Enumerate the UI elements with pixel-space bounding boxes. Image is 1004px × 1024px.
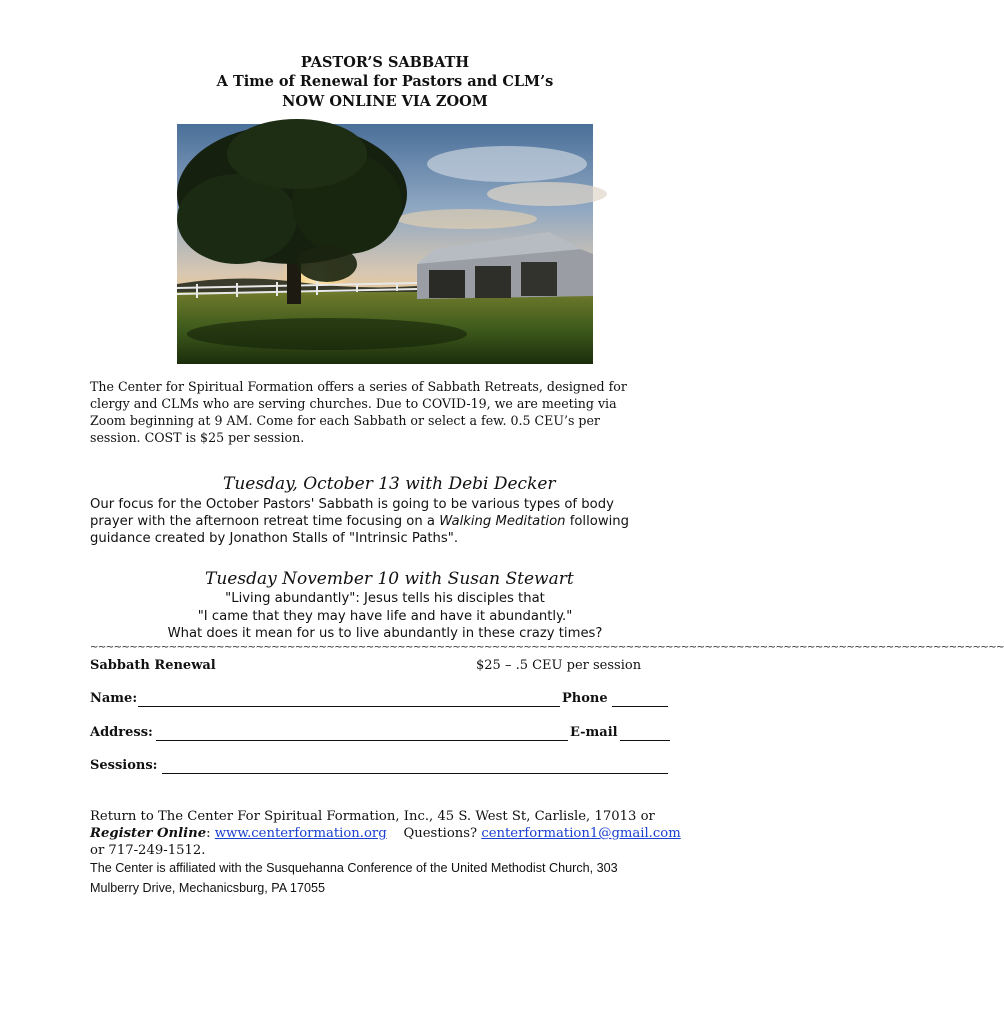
questions-label: Questions? — [403, 826, 478, 841]
intro-line: clergy and CLMs who are serving churches. Due to COVID-19, we are meeting via — [90, 396, 617, 411]
address-label: Address: — [90, 725, 153, 740]
tilde-divider: ~~~~~~~~~~~~~~~~~~~~~~~~~~~~~~~~~~~~~~~~~~~~~~~~~~~~~~~~~~~~~~~~~~~~~~~~~~~~~~~~~~~~~~~~~~~~~~~~~~~~~~~~~~~~~~~~~~~~ — [90, 642, 1004, 653]
intro-line: session. COST is $25 per session. — [90, 430, 305, 445]
email-link[interactable]: centerformation1@gmail.com — [481, 826, 681, 841]
affiliation-note — [90, 858, 700, 898]
event-october-line: guidance created by Jonathon Stalls of "Intrinsic Paths". — [90, 531, 459, 546]
event-october-text: following — [565, 514, 629, 529]
event-november-heading: Tuesday November 10 with Susan Stewart — [205, 569, 574, 589]
event-october-text: prayer with the afternoon retreat time focusing on a — [90, 514, 440, 529]
sunset-barn-photo — [177, 124, 593, 364]
register-online-label: Register Online — [90, 826, 207, 841]
affiliation-line: Mulberry Drive, Mechanicsburg, PA 17055 — [90, 881, 325, 895]
form-title: Sabbath Renewal — [90, 658, 216, 673]
event-november-description — [0, 590, 770, 643]
event-october-line — [90, 513, 629, 530]
phone-line: or 717-249-1512. — [90, 843, 206, 858]
intro-line: The Center for Spiritual Formation offers a series of Sabbath Retreats, designed for — [90, 379, 627, 394]
intro-line: Zoom beginning at 9 AM. Come for each Sabbath or select a few. 0.5 CEU’s per — [90, 413, 600, 428]
sessions-label: Sessions: — [90, 758, 158, 773]
page-title: PASTOR’S SABBATH — [300, 54, 470, 71]
page-subtitle: A Time of Renewal for Pastors and CLM’s — [216, 73, 554, 90]
return-info — [90, 808, 710, 859]
email-label: E-mail — [570, 725, 618, 740]
form-price: $25 – .5 CEU per session — [476, 658, 642, 673]
sessions-row — [90, 758, 670, 776]
register-line — [90, 825, 710, 842]
sessions-field[interactable] — [162, 773, 668, 774]
walking-meditation-emphasis: Walking Meditation — [439, 514, 566, 529]
phone-field[interactable] — [612, 706, 668, 707]
name-field[interactable] — [138, 706, 560, 707]
email-field[interactable] — [620, 740, 670, 741]
website-link[interactable]: www.centerformation.org — [214, 826, 387, 841]
intro-paragraph — [90, 378, 690, 446]
address-field[interactable] — [156, 740, 568, 741]
address-email-row — [90, 725, 670, 743]
online-notice: NOW ONLINE VIA ZOOM — [282, 93, 488, 110]
event-november-line: "I came that they may have life and have it abundantly." — [197, 608, 573, 624]
event-november-line: What does it mean for us to live abundantly in these crazy times? — [167, 626, 603, 641]
name-label: Name: — [90, 691, 138, 706]
return-address: Return to The Center For Spiritual Formation, Inc., 45 S. West St, Carlisle, 17013 or — [90, 809, 655, 824]
register-colon: : — [206, 826, 211, 841]
name-phone-row — [90, 691, 670, 709]
affiliation-line: The Center is affiliated with the Susquehanna Conference of the United Methodist Church, 303 — [90, 861, 618, 875]
phone-label: Phone — [562, 691, 608, 706]
event-october-line: Our focus for the October Pastors' Sabbath is going to be various types of body — [90, 497, 614, 512]
event-october-heading: Tuesday, October 13 with Debi Decker — [223, 474, 556, 494]
event-november-line: "Living abundantly": Jesus tells his disciples that — [225, 591, 545, 606]
